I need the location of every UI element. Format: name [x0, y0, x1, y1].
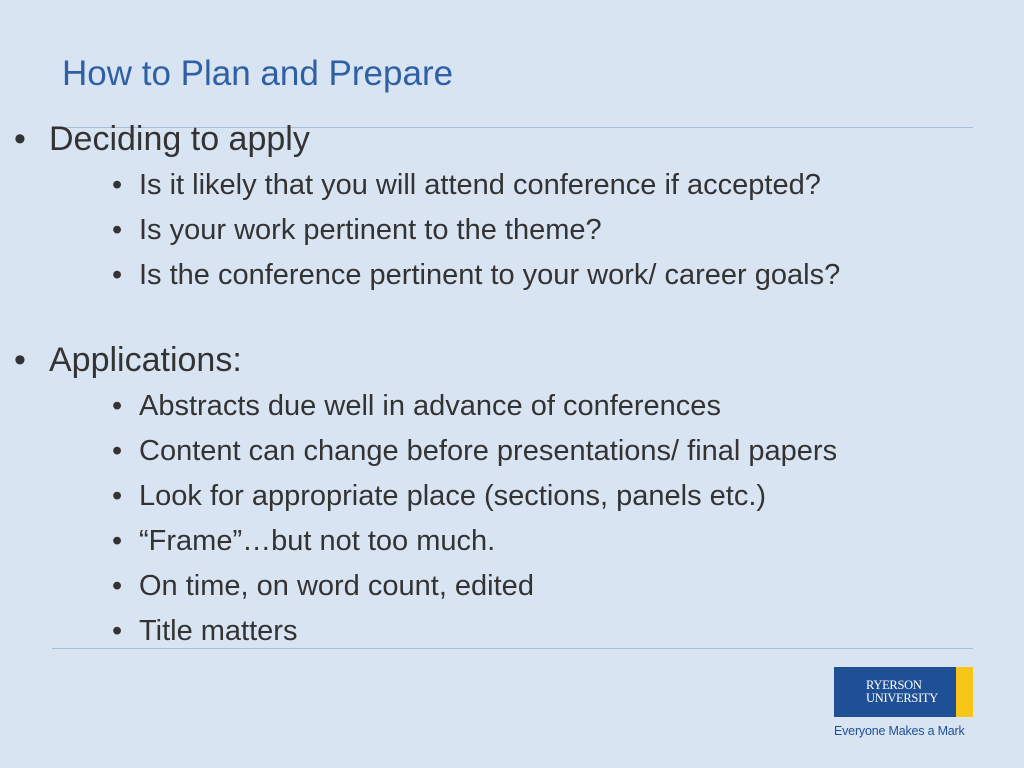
bullet-icon: •	[112, 169, 123, 201]
logo-box	[834, 667, 973, 717]
sub-bullet-text: On time, on word count, edited	[139, 570, 534, 602]
bullet-icon: •	[112, 525, 123, 557]
bullet-icon: •	[112, 435, 123, 467]
bullet-heading: Applications:	[49, 341, 242, 379]
sub-bullet-text: Title matters	[139, 615, 298, 647]
sub-bullet-text: Look for appropriate place (sections, panels etc.)	[139, 480, 767, 512]
sub-bullet-text: Is it likely that you will attend conference if accepted?	[139, 169, 821, 201]
sub-bullet-text: Is the conference pertinent to your work/ career goals?	[139, 259, 841, 291]
bottom-divider	[52, 648, 973, 649]
bullet-icon: •	[112, 570, 123, 602]
bullet-icon: •	[112, 615, 123, 647]
logo-line2: UNIVERSITY	[866, 691, 938, 705]
logo-line1: RYERSON	[866, 678, 922, 692]
sub-bullet-text: Abstracts due well in advance of conferences	[139, 390, 721, 422]
bullet-heading: Deciding to apply	[49, 120, 310, 158]
bullet-icon: •	[14, 120, 26, 158]
slide-title: How to Plan and Prepare	[62, 54, 454, 93]
bullet-icon: •	[14, 341, 26, 379]
sub-bullet-text: Content can change before presentations/ final papers	[139, 435, 838, 467]
bullet-icon: •	[112, 259, 123, 291]
bullet-icon: •	[112, 480, 123, 512]
logo-yellow-bar	[956, 667, 973, 717]
bullet-icon: •	[112, 214, 123, 246]
sub-bullet-text: Is your work pertinent to the theme?	[139, 214, 602, 246]
logo-tagline: Everyone Makes a Mark	[834, 724, 965, 738]
bullet-icon: •	[112, 390, 123, 422]
sub-bullet-text: “Frame”…but not too much.	[139, 525, 496, 557]
ryerson-logo	[834, 667, 974, 738]
logo-wordmark	[866, 679, 938, 705]
